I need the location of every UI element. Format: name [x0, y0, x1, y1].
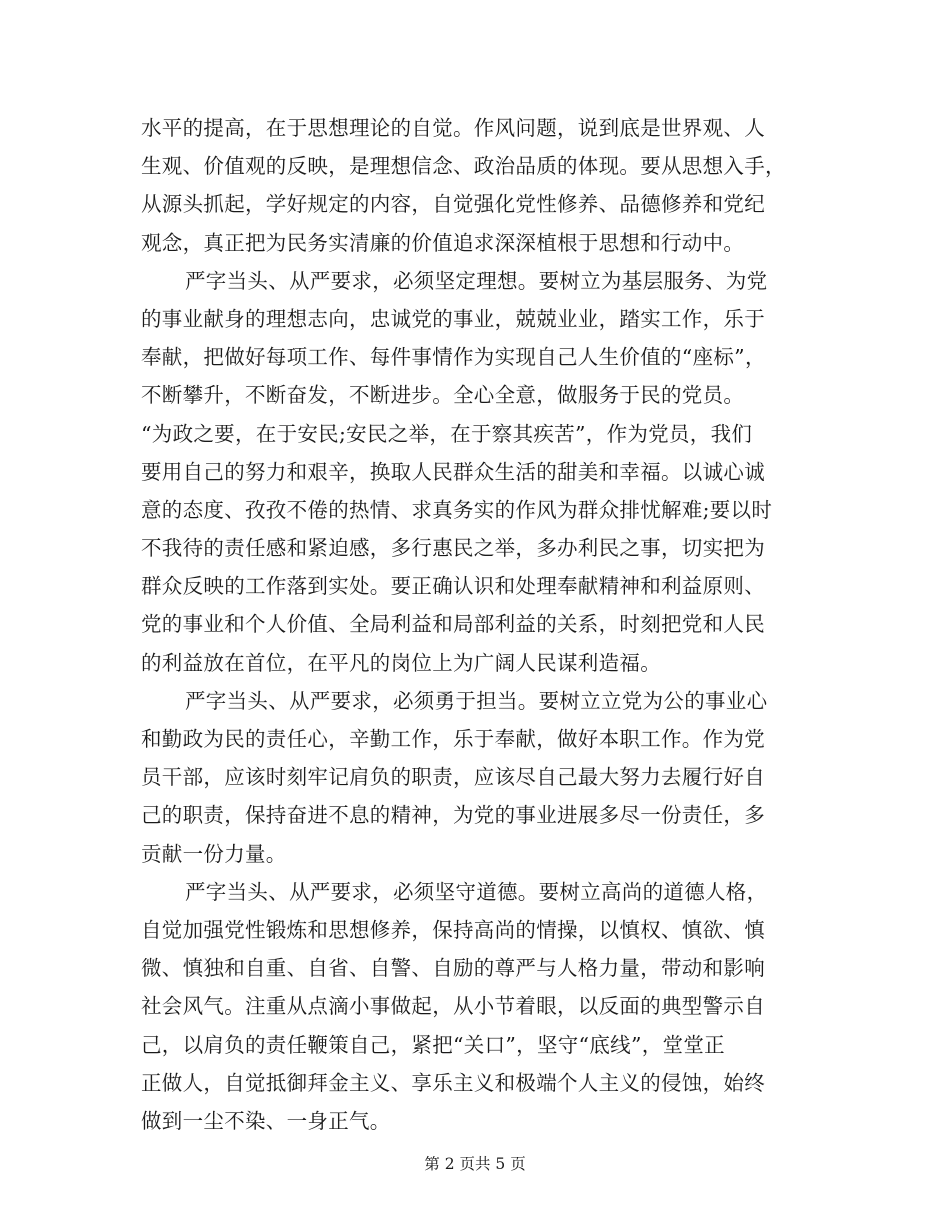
text-line: 奉献，把做好每项工作、每件事情作为实现自己人生价值的“座标”，: [141, 345, 766, 370]
text-line: 不断攀升，不断奋发，不断进步。全心全意，做服务于民的党员。: [141, 383, 745, 408]
paragraph-first-line: 严字当头、从严要求，必须坚守道德。要树立高尚的道德人格，: [185, 879, 768, 904]
paragraph-first-line: 严字当头、从严要求，必须坚定理想。要树立为基层服务、为党: [185, 268, 768, 293]
text-line: 从源头抓起，学好规定的内容，自觉强化党性修养、品德修养和党纪: [141, 192, 765, 217]
text-line: 微、慎独和自重、自省、自警、自励的尊严与人格力量，带动和影响: [141, 956, 765, 981]
text-line: 的利益放在首位，在平凡的岗位上为广阔人民谋利造福。: [141, 650, 661, 675]
text-line: 和勤政为民的责任心，辛勤工作，乐于奉献，做好本职工作。作为党: [141, 727, 765, 751]
text-line: 党的事业和个人价值、全局利益和局部利益的关系，时刻把党和人民: [141, 612, 765, 637]
text-line: 自觉加强党性锻炼和思想修养，保持高尚的情操，以慎权、慎欲、慎: [141, 917, 765, 942]
text-line: 做到一尘不染、一身正气。: [141, 1108, 391, 1133]
text-line: 的事业献身的理想志向，忠诚党的事业，兢兢业业，踏实工作，乐于: [141, 306, 765, 331]
text-line: 水平的提高，在于思想理论的自觉。作风问题，说到底是世界观、人: [141, 116, 765, 140]
page-number-footer: 第 2 页共 5 页: [424, 1155, 526, 1173]
text-line: 要用自己的努力和艰辛，换取人民群众生活的甜美和幸福。以诚心诚: [141, 459, 765, 484]
text-line: 己的职责，保持奋进不息的精神，为党的事业进展多尽一份责任，多: [141, 803, 765, 828]
text-line: 社会风气。注重从点滴小事做起，从小节着眼，以反面的典型警示自: [141, 994, 765, 1019]
text-line: 员干部，应该时刻牢记肩负的职责，应该尽自己最大努力去履行好自: [141, 765, 765, 790]
text-line: 不我待的责任感和紧迫感，多行惠民之举，多办利民之事，切实把为: [141, 536, 765, 561]
text-line: 群众反映的工作落到实处。要正确认识和处理奉献精神和利益原则、: [141, 574, 765, 599]
text-line: 观念，真正把为民务实清廉的价值追求深深植根于思想和行动中。: [141, 230, 745, 255]
text-line: 生观、价值观的反映，是理想信念、政治品质的体现。要从思想入手，: [141, 154, 786, 179]
text-line: 贡献一份力量。: [141, 841, 287, 866]
text-line: “为政之要，在于安民;安民之举，在于察其疾苦”，作为党员，我们: [141, 421, 753, 446]
document-body: [141, 109, 813, 1140]
text-line: 己，以肩负的责任鞭策自己，紧把“关口”，坚守“底线”，堂堂正: [141, 1032, 725, 1057]
text-line: 正做人，自觉抵御拜金主义、享乐主义和极端个人主义的侵蚀，始终: [141, 1070, 765, 1095]
text-line: 意的态度、孜孜不倦的热情、求真务实的作风为群众排忧解难;要以时: [141, 497, 773, 522]
paragraph-first-line: 严字当头、从严要求，必须勇于担当。要树立立党为公的事业心: [185, 688, 768, 713]
